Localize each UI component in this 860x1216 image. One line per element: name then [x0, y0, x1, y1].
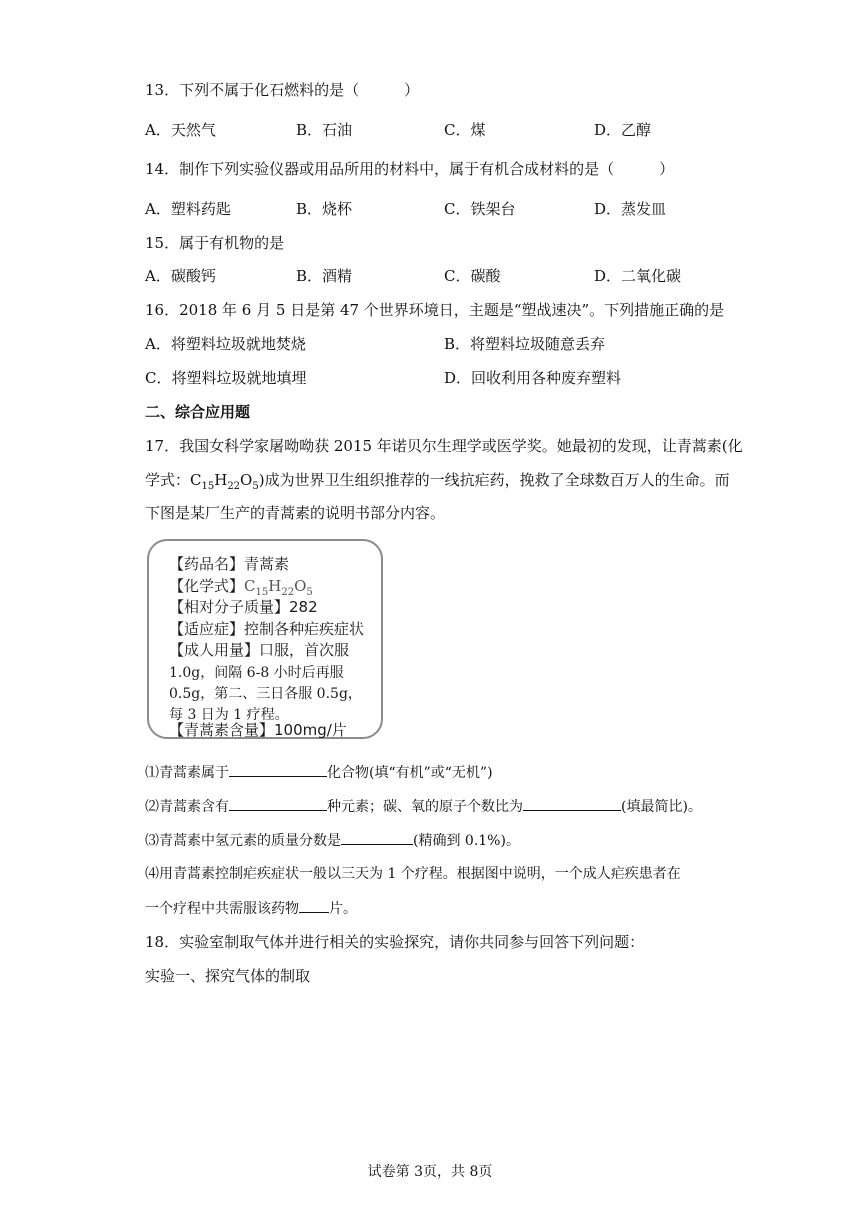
q13-option-a: A．天然气 [145, 121, 216, 139]
q13-option-d: D．乙醇 [594, 121, 652, 139]
answer-blank[interactable] [341, 829, 413, 845]
card-dosage-line3: 0.5g，第二、三日各服 0.5g， [169, 686, 362, 702]
answer-blank[interactable] [523, 795, 621, 811]
q14-stem: 14．制作下列实验仪器或用品所用的材料中，属于有机合成材料的是（ ） [145, 160, 675, 178]
q15-option-a: A．碳酸钙 [145, 267, 216, 285]
q18-stem: 18．实验室制取气体并进行相关的实验探究，请你共同参与回答下列问题： [145, 933, 645, 951]
q14-option-c: C．铁架台 [444, 200, 516, 218]
card-formula: 【化学式】$C_{15}H_{22}O_5$ [169, 577, 313, 598]
q16-option-a: A．将塑料垃圾就地焚烧 [145, 335, 306, 353]
q17-stem-line2: 学式：$C_{15}H_{22}O_5$)成为世界卫生组织推荐的一线抗疟药，挽救了全球数百万人的生命。而 [145, 471, 730, 492]
q13-option-b: B．石油 [296, 121, 353, 139]
q18-subheading: 实验一、探究气体的制取 [145, 967, 311, 985]
q17-part3: ⑶青蒿素中氢元素的质量分数是 (精确到 0.1%)。 [145, 829, 520, 850]
q15-option-b: B．酒精 [296, 267, 353, 285]
answer-blank[interactable] [229, 761, 327, 777]
card-dosage-line2: 1.0g，间隔 6-8 小时后再服 [169, 665, 344, 681]
answer-blank[interactable] [299, 897, 329, 913]
q13-option-c: C．煤 [444, 121, 486, 139]
card-molecular-mass: 【相对分子质量】282 [169, 598, 318, 616]
q17-part2: ⑵青蒿素含有 种元素；碳、氧的原子个数比为 (填最简比)。 [145, 795, 702, 816]
q17-stem-line3: 下图是某厂生产的青蒿素的说明书部分内容。 [145, 504, 446, 522]
page-footer: 试卷第 3页，共 8页 [367, 1164, 493, 1180]
q17-part1: ⑴青蒿素属于 化合物(填“有机”或“无机”) [145, 761, 493, 782]
q17-part4-line2: 一个疗程中共需服该药物 片。 [145, 897, 357, 918]
q16-option-d: D．回收利用各种废弃塑料 [444, 369, 622, 387]
q16-option-b: B．将塑料垃圾随意丢弃 [444, 335, 606, 353]
q15-stem: 15．属于有机物的是 [145, 234, 285, 252]
q13-stem: 13．下列不属于化石燃料的是（ ） [145, 81, 420, 99]
drug-instruction-card [147, 539, 383, 739]
q17-part4-line1: ⑷用青蒿素控制疟疾症状一般以三天为 1 个疗程。根据图中说明，一个成人疟疾患者在 [145, 866, 681, 882]
card-dosage-line4: 每 3 日为 1 疗程。 [169, 707, 289, 723]
card-content: 【青蒿素含量】100mg/片 [169, 721, 347, 739]
q16-option-c: C．将塑料垃圾就地填埋 [145, 369, 307, 387]
q16-stem: 16．2018 年 6 月 5 日是第 47 个世界环境日，主题是“塑战速决”。下列措施正确的是 [145, 301, 725, 319]
answer-blank[interactable] [229, 795, 327, 811]
q15-option-c: C．碳酸 [444, 267, 501, 285]
q17-stem-line1: 17．我国女科学家屠呦呦获 2015 年诺贝尔生理学或医学奖。她最初的发现，让青蒿素(化 [145, 437, 743, 455]
section-heading: 二、综合应用题 [145, 403, 251, 421]
card-indication: 【适应症】控制各种疟疾症状 [169, 620, 365, 638]
card-drug-name: 【药品名】青蒿素 [169, 555, 290, 573]
q14-option-a: A．塑料药匙 [145, 200, 231, 218]
q15-option-d: D．二氧化碳 [594, 267, 682, 285]
card-dosage: 【成人用量】口服，首次服 [169, 641, 350, 659]
q14-option-d: D．蒸发皿 [594, 200, 667, 218]
q14-option-b: B．烧杯 [296, 200, 353, 218]
